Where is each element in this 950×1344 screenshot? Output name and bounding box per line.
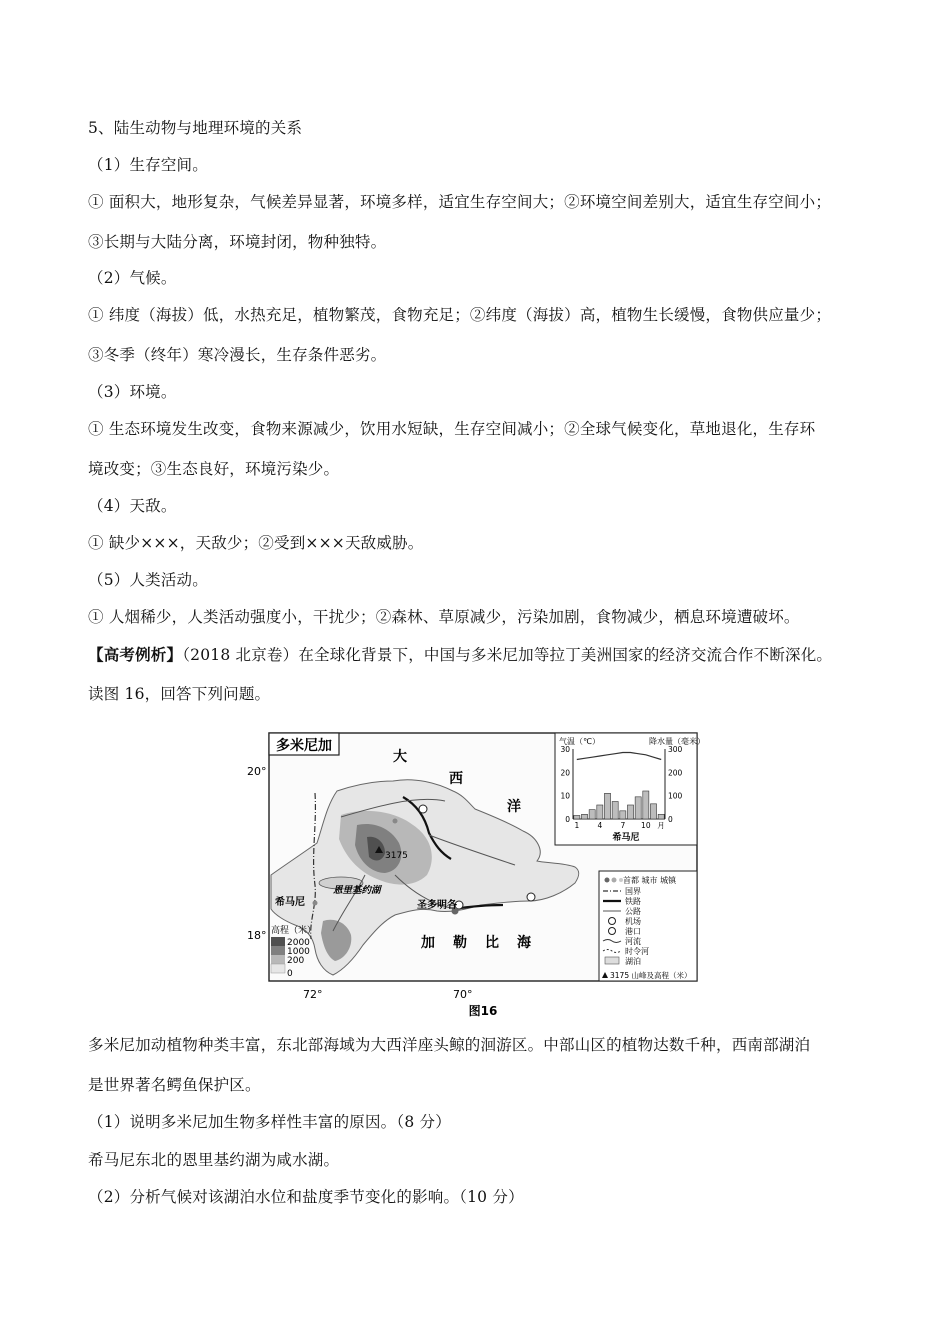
subsection-title-enemies: （4）天敌。 — [88, 497, 177, 515]
precipitation-bar — [658, 814, 664, 819]
subsection-title-environment: （3）环境。 — [88, 383, 177, 401]
precipitation-bar — [597, 805, 603, 819]
atlantic-label-3: 洋 — [507, 799, 521, 815]
question-1: （1）说明多米尼加生物多样性丰富的原因。（8 分） — [88, 1113, 451, 1131]
subsection-title-human: （5）人类活动。 — [88, 571, 208, 589]
lake-icon — [605, 957, 619, 964]
legend-label: 湖泊 — [625, 957, 641, 966]
peak-elevation-label: 3175 — [385, 851, 408, 861]
climate-left-tick-label: 30 — [560, 745, 570, 754]
climate-left-tick-label: 0 — [565, 815, 570, 824]
climate-right-tick-label: 200 — [668, 768, 683, 778]
santo-domingo-label: 圣多明各 — [417, 900, 457, 911]
legend-label: 3175 山峰及高程（米） — [610, 971, 692, 980]
figure-caption: 图16 — [468, 1004, 498, 1018]
precipitation-bar — [612, 802, 618, 820]
climate-right-tick-label: 0 — [668, 815, 673, 824]
figure-16 — [245, 725, 705, 1020]
port-icon — [609, 928, 616, 935]
climate-x-tick-label: 4 — [597, 821, 603, 830]
climate-x-tick-label: 10 — [641, 821, 651, 830]
paragraph-line: 读图 16，回答下列问题。 — [88, 685, 271, 703]
legend-label: 河流 — [625, 937, 641, 946]
example-tag: 【高考例析】 — [88, 645, 183, 664]
legend-label: 机场 — [625, 917, 641, 926]
elevation-swatch — [271, 946, 285, 955]
climate-x-tick-label: 1 — [574, 821, 580, 830]
climate-left-tick-label: 10 — [560, 791, 570, 801]
climate-left-tick-label: 20 — [560, 768, 570, 778]
map-figure — [245, 725, 705, 1020]
elevation-level: 2000 — [287, 938, 310, 948]
paragraph-line: 是世界著名鳄鱼保护区。 — [88, 1076, 261, 1094]
legend-label: 公路 — [625, 907, 641, 916]
paragraph-line: 多米尼加动植物种类丰富，东北部海域为大西洋座头鲸的洄游区。中部山区的植物达数千种，西南部湖泊 — [88, 1036, 811, 1054]
capital-icon — [605, 878, 610, 883]
paragraph-line: ① 缺少×××，天敌少；②受到×××天敌威胁。 — [88, 534, 424, 552]
precipitation-bar — [635, 797, 641, 819]
precipitation-bar — [604, 793, 610, 819]
legend-label: 国界 — [625, 887, 641, 896]
elevation-legend-title: 高程（米） — [271, 926, 317, 936]
precipitation-bar — [643, 791, 649, 819]
precipitation-bar — [589, 810, 595, 819]
precipitation-bar — [627, 805, 633, 819]
climate-ylabel-right: 降水量（毫米） — [649, 737, 705, 746]
climate-right-tick-label: 300 — [668, 745, 683, 754]
lon-70-label: 70° — [453, 988, 473, 1001]
legend-label: 港口 — [625, 927, 641, 936]
elevation-swatch — [271, 937, 285, 946]
lat-20-label: 20° — [247, 765, 267, 778]
elevation-swatch — [271, 955, 285, 964]
example-text: （2018 北京卷）在全球化背景下，中国与多米尼加等拉丁美洲国家的经济交流合作不断深化。 — [182, 646, 833, 664]
elevation-level: 200 — [287, 956, 305, 966]
symbol-legend-box — [599, 871, 697, 981]
section-heading: 5、陆生动物与地理环境的关系 — [88, 119, 303, 137]
climate-x-tick-label: 7 — [620, 821, 626, 830]
paragraph-line: ① 纬度（海拔）低，水热充足，植物繁茂，食物充足；②纬度（海拔）高，植物生长缓慢，食物供应量少； — [88, 306, 832, 324]
paragraph-line: ① 生态环境发生改变，食物来源减少，饮用水短缺，生存空间减小；②全球气候变化，草地退化，生存环 — [88, 420, 816, 438]
city-icon — [393, 819, 398, 824]
symbol-legend — [599, 871, 697, 981]
paragraph-line: ③长期与大陆分离，环境封闭，物种独特。 — [88, 233, 387, 251]
paragraph-line: ① 人烟稀少，人类活动强度小，干扰少；②森林、草原减少，污染加剧，食物减少，栖息环境遭破坏。 — [88, 608, 800, 626]
paragraph-line: 希马尼东北的恩里基约湖为咸水湖。 — [88, 1151, 340, 1169]
climate-right-tick-label: 100 — [668, 791, 683, 801]
airport-icon — [419, 805, 427, 813]
example-paragraph — [88, 645, 832, 665]
climate-x-tick-label: 月 — [657, 821, 665, 830]
lat-18-label: 18° — [247, 929, 267, 942]
legend-label: 首都 城市 城镇 — [623, 876, 677, 885]
atlantic-label-2: 西 — [449, 771, 463, 787]
climate-ylabel-left: 气温（℃） — [559, 737, 600, 746]
elevation-swatch — [271, 964, 285, 973]
atlantic-label-1: 大 — [393, 749, 407, 765]
airport-icon — [609, 918, 616, 925]
precipitation-bar — [650, 804, 656, 819]
precipitation-bar — [574, 816, 580, 820]
city-icon — [612, 878, 617, 883]
caribbean-label-1: 加 — [421, 935, 435, 951]
precipitation-bar — [620, 811, 626, 819]
city-icon — [313, 901, 318, 906]
paragraph-line: 境改变；③生态良好，环境污染少。 — [88, 460, 340, 478]
legend-label: 时令河 — [625, 947, 649, 956]
paragraph-line: ① 面积大，地形复杂，气候差异显著，环境多样，适宜生存空间大；②环境空间差别大，适宜生存空间小； — [88, 193, 832, 211]
subsection-title-space: （1）生存空间。 — [88, 156, 208, 174]
caribbean-label-2: 勒 — [453, 935, 467, 951]
caribbean-label-3: 比 — [485, 935, 499, 951]
climate-title: 希马尼 — [612, 833, 640, 843]
paragraph-line: ③冬季（终年）寒冷漫长，生存条件恶劣。 — [88, 346, 387, 364]
lon-72-label: 72° — [303, 988, 323, 1001]
precipitation-bar — [581, 814, 587, 819]
jimani-label: 希马尼 — [275, 897, 305, 908]
subsection-title-climate: （2）气候。 — [88, 269, 177, 287]
map-title: 多米尼加 — [276, 738, 332, 754]
airport-icon — [527, 893, 535, 901]
elevation-level: 0 — [287, 969, 293, 979]
climate-chart — [555, 733, 705, 845]
caribbean-label-4: 海 — [517, 935, 531, 951]
legend-label: 铁路 — [625, 897, 641, 906]
question-2: （2）分析气候对该湖泊水位和盐度季节变化的影响。（10 分） — [88, 1188, 524, 1206]
elevation-level: 1000 — [287, 947, 310, 957]
enriquillo-label: 恩里基约湖 — [333, 885, 381, 896]
